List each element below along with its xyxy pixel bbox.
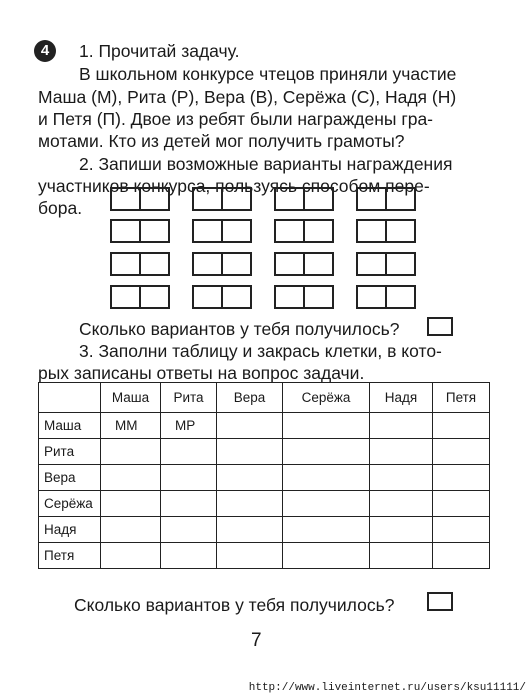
table-cell[interactable] [433, 543, 490, 569]
table-cell[interactable] [161, 439, 217, 465]
table-cell[interactable] [101, 439, 161, 465]
item1-line-5: мотами. Кто из детей мог получить грамоты? [38, 131, 405, 151]
table-cell[interactable] [161, 543, 217, 569]
table-cell[interactable] [101, 517, 161, 543]
table-cell[interactable] [217, 413, 283, 439]
row-header: Вера [39, 465, 101, 491]
item2-line-3: бора. [38, 198, 83, 218]
table-cell[interactable] [217, 491, 283, 517]
table-corner-cell [39, 383, 101, 413]
table-cell[interactable] [161, 465, 217, 491]
table-cell[interactable] [433, 517, 490, 543]
answer-pair-box[interactable] [356, 252, 416, 276]
item3-question: Сколько вариантов у тебя получилось? [74, 595, 395, 615]
answer-pair-box[interactable] [110, 285, 170, 309]
table-cell[interactable] [283, 517, 370, 543]
table-cell[interactable] [283, 413, 370, 439]
column-header: Маша [101, 383, 161, 413]
item2-line-1: 2. Запиши возможные варианты награждения [79, 154, 453, 174]
answer-pair-box[interactable] [274, 285, 334, 309]
item3-line-1: 3. Заполни таблицу и закрась клетки, в кото- [79, 341, 442, 361]
row-header: Рита [39, 439, 101, 465]
answer-pair-box[interactable] [274, 219, 334, 243]
table-cell[interactable] [370, 439, 433, 465]
table-cell[interactable] [217, 439, 283, 465]
task-number-badge: 4 [34, 40, 56, 62]
item2-answer-box[interactable] [427, 317, 453, 336]
answer-pair-box[interactable] [192, 285, 252, 309]
page-number: 7 [251, 630, 262, 651]
table-cell[interactable] [161, 491, 217, 517]
answer-pair-box[interactable] [356, 219, 416, 243]
table-cell[interactable] [101, 543, 161, 569]
row-header: Серёжа [39, 491, 101, 517]
table-cell[interactable]: ММ [101, 413, 161, 439]
column-header: Петя [433, 383, 490, 413]
table-cell[interactable] [217, 517, 283, 543]
awards-table [38, 382, 490, 569]
item1-line-3: Маша (М), Рита (Р), Вера (В), Серёжа (С), Надя (Н) [38, 87, 457, 107]
answer-pair-box[interactable] [192, 252, 252, 276]
item3-line-2: рых записаны ответы на вопрос задачи. [38, 363, 365, 383]
table-cell[interactable] [217, 543, 283, 569]
answer-pair-box[interactable] [192, 219, 252, 243]
answer-pair-box[interactable] [274, 187, 334, 211]
answer-pair-box[interactable] [110, 187, 170, 211]
answer-pair-box[interactable] [110, 219, 170, 243]
table-cell[interactable] [433, 413, 490, 439]
table-cell[interactable] [433, 491, 490, 517]
row-header: Надя [39, 517, 101, 543]
answer-pair-box[interactable] [274, 252, 334, 276]
table-row [39, 413, 490, 439]
table-cell[interactable] [433, 439, 490, 465]
item2-line-2: участников конкурса, пользуясь способом пере- [38, 176, 430, 196]
item2-question: Сколько вариантов у тебя получилось? [79, 319, 400, 339]
table-row [39, 517, 490, 543]
table-cell[interactable] [283, 491, 370, 517]
column-header: Надя [370, 383, 433, 413]
table-cell[interactable] [370, 413, 433, 439]
row-header: Петя [39, 543, 101, 569]
item1-line-2: В школьном конкурсе чтецов приняли участие [79, 64, 457, 84]
answer-pair-box[interactable] [356, 187, 416, 211]
column-header: Рита [161, 383, 217, 413]
table-cell[interactable] [370, 465, 433, 491]
table-row [39, 543, 490, 569]
table-cell[interactable] [161, 517, 217, 543]
table-row [39, 465, 490, 491]
table-cell[interactable] [433, 465, 490, 491]
item1-line-1: 1. Прочитай задачу. [79, 41, 240, 61]
item1-line-4: и Петя (П). Двое из ребят были награждены гра- [38, 109, 434, 129]
table-cell[interactable] [370, 491, 433, 517]
column-header: Серёжа [283, 383, 370, 413]
table-cell[interactable]: МР [161, 413, 217, 439]
row-header: Маша [39, 413, 101, 439]
table-cell[interactable] [217, 465, 283, 491]
table-header-row [39, 383, 490, 413]
answer-pair-box[interactable] [110, 252, 170, 276]
table-cell[interactable] [101, 465, 161, 491]
table-cell[interactable] [370, 517, 433, 543]
table-row [39, 491, 490, 517]
answer-pair-box[interactable] [356, 285, 416, 309]
footer-url: http://www.liveinternet.ru/users/ksu11111/ [248, 682, 526, 694]
table-cell[interactable] [370, 543, 433, 569]
table-cell[interactable] [283, 439, 370, 465]
item3-answer-box[interactable] [427, 592, 453, 611]
table-cell[interactable] [101, 491, 161, 517]
answer-pair-box[interactable] [192, 187, 252, 211]
column-header: Вера [217, 383, 283, 413]
table-cell[interactable] [283, 465, 370, 491]
table-row [39, 439, 490, 465]
table-cell[interactable] [283, 543, 370, 569]
